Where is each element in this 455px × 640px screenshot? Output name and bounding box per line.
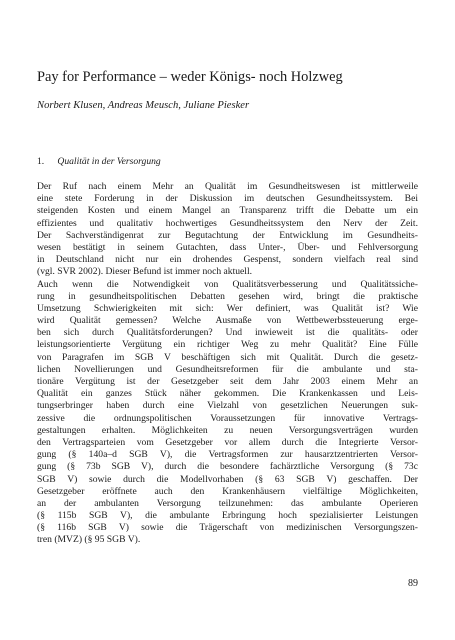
- body-line: tren (MVZ) (§ 95 SGB V).: [37, 534, 141, 546]
- body-line: gung (§ 73b SGB V), durch die besondere fachärztliche Versorgung (§ 73c: [37, 461, 418, 473]
- body-line: Gesetzgeber eröffnete auch den Krankenhäusern vielfältige Möglichkeiten,: [37, 485, 418, 497]
- body-line: rung in gesundheitspolitischen Debatten gesehen wird, bringt die praktische: [37, 290, 418, 302]
- body-line: wesen bestätigt in seinem Gutachten, dass Unter-, Über- und Fehlversorgung: [37, 241, 418, 253]
- body-line: Umsetzung Schwierigkeiten mit sich: Wer definiert, was Qualität ist? Wie: [37, 302, 418, 314]
- body-line: ben sich durch Qualitätsforderungen? Und inwieweit ist die qualitäts- oder: [37, 327, 418, 339]
- body-line: den Vertragsparteien vom Gesetzgeber vor allem durch die Integrierte Versor-: [37, 436, 418, 448]
- body-line: wird Qualität gemessen? Welche Ausmaße von Wettbewerbssteuerung erge-: [37, 315, 418, 327]
- body-line: von Paragrafen im SGB V beschäftigen sich mit Qualität. Durch die gesetz-: [37, 351, 418, 363]
- body-line: zessive die ordnungspolitischen Voraussetzungen für innovative Vertrags-: [37, 412, 418, 424]
- body-line: gestaltungen erhalten. Möglichkeiten zu neuen Versorgungsverträgen wurden: [37, 424, 418, 436]
- body-line: gung (§ 140a–d SGB V), die Vertragsformen zur hausarztzentrierten Versor-: [37, 449, 418, 461]
- body-line: Der Ruf nach einem Mehr an Qualität im Gesundheitswesen ist mittlerweile: [37, 181, 418, 192]
- body-text: [37, 181, 418, 547]
- body-line: in Deutschland nicht nur ein drohendes Gespenst, sondern vielfach real sind: [37, 254, 418, 266]
- body-line: (vgl. SVR 2002). Dieser Befund ist immer noch aktuell.: [37, 266, 253, 278]
- body-line: SGB V) sowie durch die Modellvorhaben (§ 63 SGB V) geschaffen. Der: [37, 473, 418, 485]
- body-line: steigenden Kosten und einem Mangel an Transparenz trifft die Debatte um ein: [37, 205, 418, 217]
- chapter-title: Pay for Performance – weder Königs- noch Holzweg: [37, 69, 343, 85]
- body-line: Qualität ein ganzes Stück näher gekommen. Die Krankenkassen und Leis-: [37, 388, 418, 400]
- body-line: an der ambulanten Versorgung teilzunehmen: das ambulante Operieren: [37, 497, 418, 509]
- body-line: eine stete Forderung in der Diskussion im deutschen Gesundheitssystem. Bei: [37, 193, 418, 205]
- body-line: tionäre Vergütung ist der Gesetzgeber seit dem Jahr 2003 einem Mehr an: [37, 376, 418, 387]
- chapter-authors: Norbert Klusen, Andreas Meusch, Juliane Piesker: [37, 100, 250, 111]
- body-line: tungserbringer haben durch eine Vielzahl von gesetzlichen Neuerungen suk-: [37, 400, 418, 412]
- page-number: 89: [408, 578, 418, 589]
- body-line: effizientes und qualitativ hochwertiges Gesundheitssystem den Nerv der Zeit.: [37, 217, 418, 229]
- section-heading: [37, 156, 161, 168]
- body-line: lichen Novellierungen und Gesundheitsreformen für die ambulante und sta-: [37, 363, 418, 375]
- body-line: (§ 116b SGB V) sowie die Trägerschaft von medizinischen Versorgungszen-: [37, 522, 418, 534]
- body-line: Auch wenn die Notwendigkeit von Qualitätsverbesserung und Qualitätssiche-: [37, 278, 418, 290]
- body-line: (§ 115b SGB V), die ambulante Erbringung hoch spezialisierter Leistungen: [37, 510, 418, 522]
- section-title: Qualität in der Versorgung: [57, 156, 161, 167]
- section-number: 1.: [37, 156, 45, 167]
- body-line: Der Sachverständigenrat zur Begutachtung der Entwicklung im Gesundheits-: [37, 229, 418, 241]
- body-line: leistungsorientierte Vergütung ein richtiger Weg zu mehr Qualität? Eine Fülle: [37, 339, 418, 351]
